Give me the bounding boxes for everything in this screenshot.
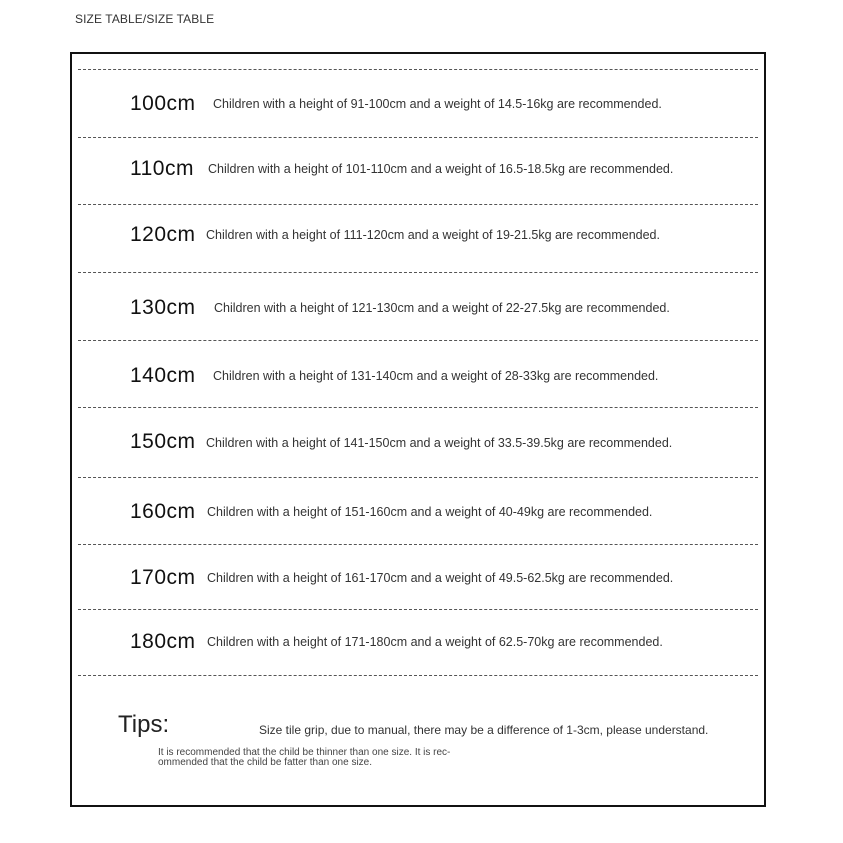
size-label: 160cm bbox=[130, 500, 196, 523]
size-description: Children with a height of 111-120cm and a weight of 19-21.5kg are recommended. bbox=[206, 228, 660, 242]
size-description: Children with a height of 141-150cm and a weight of 33.5-39.5kg are recommended. bbox=[206, 436, 673, 450]
row-divider bbox=[78, 340, 758, 341]
row-divider bbox=[78, 272, 758, 273]
row-divider bbox=[78, 477, 758, 478]
size-label: 130cm bbox=[130, 296, 196, 319]
page-title: SIZE TABLE/SIZE TABLE bbox=[75, 12, 215, 26]
size-label: 120cm bbox=[130, 223, 196, 246]
row-divider bbox=[78, 609, 758, 610]
size-description: Children with a height of 121-130cm and a weight of 22-27.5kg are recommended. bbox=[214, 301, 670, 315]
size-table bbox=[70, 52, 766, 807]
row-divider bbox=[78, 675, 758, 676]
size-label: 180cm bbox=[130, 630, 196, 653]
row-divider bbox=[78, 69, 758, 70]
size-description: Children with a height of 171-180cm and a weight of 62.5-70kg are recommended. bbox=[207, 635, 663, 649]
row-divider bbox=[78, 137, 758, 138]
size-label: 140cm bbox=[130, 364, 196, 387]
tips-text: Size tile grip, due to manual, there may be a difference of 1-3cm, please understand. bbox=[259, 723, 709, 737]
size-description: Children with a height of 151-160cm and a weight of 40-49kg are recommended. bbox=[207, 505, 653, 519]
tips-label: Tips: bbox=[118, 711, 170, 738]
size-label: 110cm bbox=[130, 157, 194, 180]
size-label: 170cm bbox=[130, 566, 196, 589]
size-label: 150cm bbox=[130, 430, 196, 453]
size-label: 100cm bbox=[130, 92, 196, 115]
size-description: Children with a height of 131-140cm and a weight of 28-33kg are recommended. bbox=[213, 369, 659, 383]
row-divider bbox=[78, 204, 758, 205]
size-description: Children with a height of 91-100cm and a weight of 14.5-16kg are recommended. bbox=[213, 97, 662, 111]
tips-note: It is recommended that the child be thinner than one size. It is rec-ommended that the child be fatter than one size. bbox=[158, 747, 451, 768]
row-divider bbox=[78, 407, 758, 408]
size-description: Children with a height of 101-110cm and a weight of 16.5-18.5kg are recommended. bbox=[208, 162, 674, 176]
row-divider bbox=[78, 544, 758, 545]
size-description: Children with a height of 161-170cm and a weight of 49.5-62.5kg are recommended. bbox=[207, 571, 674, 585]
